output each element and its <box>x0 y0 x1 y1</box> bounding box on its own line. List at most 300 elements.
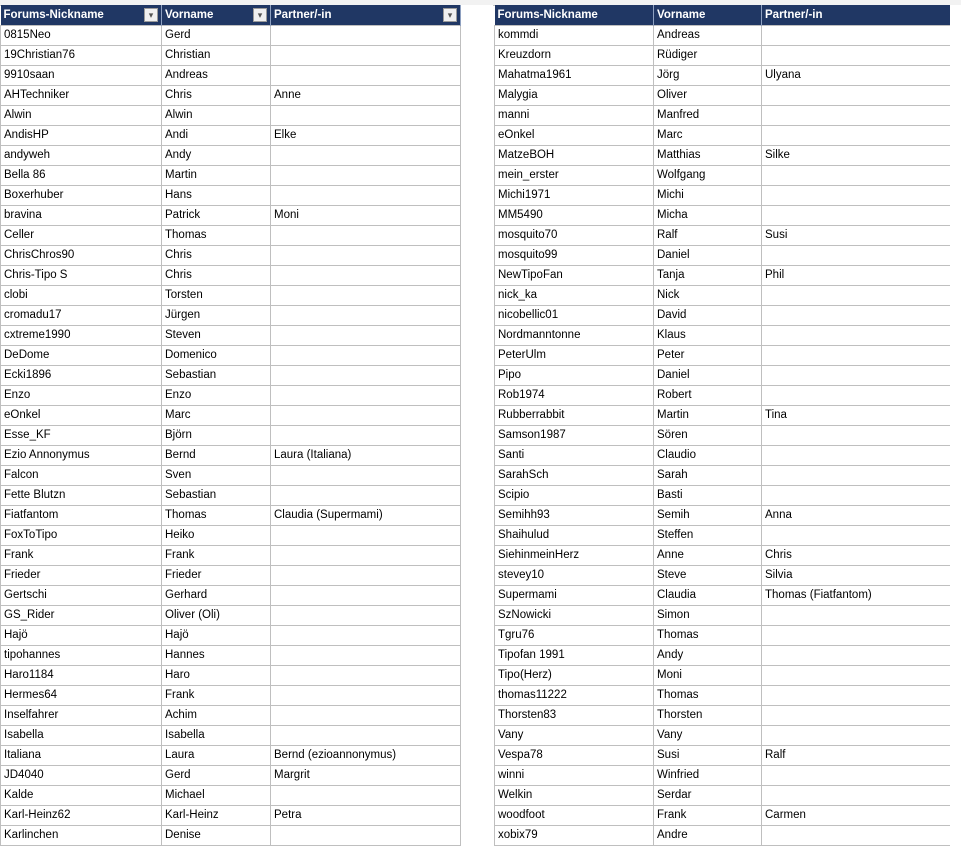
table-row <box>495 726 951 746</box>
firstname-cell[interactable]: Martin <box>654 406 762 426</box>
partner-cell[interactable] <box>762 306 951 326</box>
table-row <box>1 826 461 846</box>
header-partner[interactable] <box>762 5 951 26</box>
firstname-cell[interactable]: Thomas <box>654 686 762 706</box>
firstname-cell[interactable]: Gerd <box>162 26 271 46</box>
nickname-cell[interactable]: SzNowicki <box>495 606 654 626</box>
partner-cell[interactable]: Claudia (Supermami) <box>271 506 461 526</box>
header-nickname-label: Forums-Nickname <box>3 9 104 21</box>
nickname-cell[interactable]: Semihh93 <box>495 506 654 526</box>
partner-cell[interactable] <box>762 706 951 726</box>
partner-cell[interactable] <box>271 326 461 346</box>
partner-cell[interactable]: Silvia <box>762 566 951 586</box>
firstname-cell[interactable]: Gerd <box>162 766 271 786</box>
nickname-cell[interactable]: Kalde <box>1 786 162 806</box>
table-row <box>495 46 951 66</box>
nickname-cell[interactable]: mosquito99 <box>495 246 654 266</box>
nickname-cell[interactable]: Ezio Annonymus <box>1 446 162 466</box>
table-row <box>495 466 951 486</box>
table-row <box>495 306 951 326</box>
partner-cell[interactable] <box>762 466 951 486</box>
partner-cell[interactable] <box>271 526 461 546</box>
table-row <box>1 326 461 346</box>
partner-cell[interactable]: Ralf <box>762 746 951 766</box>
partner-cell[interactable] <box>762 206 951 226</box>
firstname-cell[interactable]: Klaus <box>654 326 762 346</box>
firstname-cell[interactable]: Andi <box>162 126 271 146</box>
partner-cell[interactable]: Ulyana <box>762 66 951 86</box>
firstname-cell[interactable]: Daniel <box>654 246 762 266</box>
partner-cell[interactable] <box>271 646 461 666</box>
nickname-cell[interactable]: Vany <box>495 726 654 746</box>
partner-cell[interactable] <box>762 246 951 266</box>
partner-cell[interactable]: Silke <box>762 146 951 166</box>
partner-cell[interactable] <box>762 686 951 706</box>
nickname-cell[interactable]: Frank <box>1 546 162 566</box>
nickname-cell[interactable]: eOnkel <box>495 126 654 146</box>
nickname-cell[interactable]: nicobellic01 <box>495 306 654 326</box>
partner-cell[interactable] <box>271 66 461 86</box>
nickname-cell[interactable]: Celler <box>1 226 162 246</box>
table-row <box>495 26 951 46</box>
nickname-cell[interactable]: Tgru76 <box>495 626 654 646</box>
firstname-cell[interactable]: Karl-Heinz <box>162 806 271 826</box>
table-row <box>495 286 951 306</box>
table-row <box>1 206 461 226</box>
partner-cell[interactable] <box>762 26 951 46</box>
firstname-cell[interactable]: Chris <box>162 246 271 266</box>
partner-cell[interactable] <box>762 46 951 66</box>
table-row <box>495 206 951 226</box>
partner-cell[interactable] <box>271 686 461 706</box>
partner-cell[interactable] <box>762 446 951 466</box>
partner-cell[interactable] <box>762 126 951 146</box>
nickname-cell[interactable]: Boxerhuber <box>1 186 162 206</box>
firstname-cell[interactable]: Chris <box>162 266 271 286</box>
nickname-cell[interactable]: Inselfahrer <box>1 706 162 726</box>
firstname-cell[interactable]: Thomas <box>654 626 762 646</box>
firstname-cell[interactable]: Daniel <box>654 366 762 386</box>
firstname-cell[interactable]: Björn <box>162 426 271 446</box>
table-row <box>495 106 951 126</box>
header-nickname-label: Forums-Nickname <box>497 9 598 21</box>
partner-cell[interactable] <box>762 326 951 346</box>
partner-cell[interactable] <box>271 486 461 506</box>
firstname-cell[interactable]: Andreas <box>654 26 762 46</box>
partner-cell[interactable]: Petra <box>271 806 461 826</box>
firstname-cell[interactable]: Haro <box>162 666 271 686</box>
firstname-cell[interactable]: Peter <box>654 346 762 366</box>
partner-cell[interactable] <box>271 606 461 626</box>
nickname-cell[interactable]: Gertschi <box>1 586 162 606</box>
firstname-cell[interactable]: Micha <box>654 206 762 226</box>
partner-cell[interactable]: Bernd (ezioannonymus) <box>271 746 461 766</box>
table-row <box>1 486 461 506</box>
firstname-cell[interactable]: Basti <box>654 486 762 506</box>
firstname-cell[interactable]: Enzo <box>162 386 271 406</box>
firstname-cell[interactable]: Hajö <box>162 626 271 646</box>
nickname-cell[interactable]: cxtreme1990 <box>1 326 162 346</box>
partner-cell[interactable] <box>271 26 461 46</box>
partner-cell[interactable] <box>271 246 461 266</box>
nickname-cell[interactable]: Scipio <box>495 486 654 506</box>
table-row <box>1 806 461 826</box>
nickname-cell[interactable]: AndisHP <box>1 126 162 146</box>
nickname-cell[interactable]: clobi <box>1 286 162 306</box>
partner-cell[interactable] <box>762 646 951 666</box>
firstname-cell[interactable]: Christian <box>162 46 271 66</box>
firstname-cell[interactable]: Gerhard <box>162 586 271 606</box>
partner-cell[interactable] <box>271 626 461 646</box>
header-row-left <box>1 5 461 26</box>
firstname-cell[interactable]: Frank <box>654 806 762 826</box>
partner-cell[interactable] <box>271 106 461 126</box>
nickname-cell[interactable]: Welkin <box>495 786 654 806</box>
nickname-cell[interactable]: PeterUlm <box>495 346 654 366</box>
nickname-cell[interactable]: Fiatfantom <box>1 506 162 526</box>
nickname-cell[interactable]: Isabella <box>1 726 162 746</box>
firstname-cell[interactable]: Claudia <box>654 586 762 606</box>
nickname-cell[interactable]: Fette Blutzn <box>1 486 162 506</box>
firstname-cell[interactable]: Chris <box>162 86 271 106</box>
partner-cell[interactable] <box>271 46 461 66</box>
firstname-cell[interactable]: Andreas <box>162 66 271 86</box>
firstname-cell[interactable]: Achim <box>162 706 271 726</box>
partner-cell[interactable] <box>271 826 461 846</box>
nickname-cell[interactable]: Thorsten83 <box>495 706 654 726</box>
firstname-cell[interactable]: Tanja <box>654 266 762 286</box>
firstname-cell[interactable]: Anne <box>654 546 762 566</box>
nickname-cell[interactable]: nick_ka <box>495 286 654 306</box>
firstname-cell[interactable]: Semih <box>654 506 762 526</box>
partner-cell[interactable]: Carmen <box>762 806 951 826</box>
header-firstname[interactable] <box>162 5 271 26</box>
partner-cell[interactable] <box>762 766 951 786</box>
partner-cell[interactable] <box>271 426 461 446</box>
table-row <box>495 586 951 606</box>
firstname-cell[interactable]: Winfried <box>654 766 762 786</box>
firstname-cell[interactable]: Torsten <box>162 286 271 306</box>
table-row <box>1 26 461 46</box>
nickname-cell[interactable]: 19Christian76 <box>1 46 162 66</box>
table-row <box>1 586 461 606</box>
partner-cell[interactable] <box>271 146 461 166</box>
firstname-cell[interactable]: Simon <box>654 606 762 626</box>
firstname-cell[interactable]: Susi <box>654 746 762 766</box>
nickname-cell[interactable]: 9910saan <box>1 66 162 86</box>
partner-cell[interactable] <box>762 786 951 806</box>
partner-cell[interactable] <box>271 166 461 186</box>
column-gap <box>461 5 493 845</box>
table-row <box>495 666 951 686</box>
nickname-cell[interactable]: winni <box>495 766 654 786</box>
firstname-cell[interactable]: Sebastian <box>162 366 271 386</box>
nickname-cell[interactable]: Kreuzdorn <box>495 46 654 66</box>
filter-sort-icon[interactable]: ▾ <box>144 8 158 22</box>
firstname-cell[interactable]: Sarah <box>654 466 762 486</box>
firstname-cell[interactable]: Andy <box>654 646 762 666</box>
nickname-cell[interactable]: Samson1987 <box>495 426 654 446</box>
partner-cell[interactable]: Phil <box>762 266 951 286</box>
partner-cell[interactable] <box>762 606 951 626</box>
nickname-cell[interactable]: FoxToTipo <box>1 526 162 546</box>
partner-cell[interactable] <box>271 786 461 806</box>
partner-cell[interactable] <box>762 666 951 686</box>
table-row <box>495 266 951 286</box>
partner-cell[interactable] <box>271 666 461 686</box>
firstname-cell[interactable]: Nick <box>654 286 762 306</box>
firstname-cell[interactable]: Claudio <box>654 446 762 466</box>
firstname-cell[interactable]: Serdar <box>654 786 762 806</box>
nickname-cell[interactable]: Vespa78 <box>495 746 654 766</box>
partner-cell[interactable] <box>762 86 951 106</box>
table-row <box>495 446 951 466</box>
table-row <box>1 306 461 326</box>
table-row <box>495 646 951 666</box>
header-nickname[interactable] <box>495 5 654 26</box>
firstname-cell[interactable]: Jürgen <box>162 306 271 326</box>
firstname-cell[interactable]: Alwin <box>162 106 271 126</box>
nickname-cell[interactable]: Mahatma1961 <box>495 66 654 86</box>
nickname-cell[interactable]: Rubberrabbit <box>495 406 654 426</box>
table-row <box>1 86 461 106</box>
nickname-cell[interactable]: Supermami <box>495 586 654 606</box>
partner-cell[interactable] <box>271 406 461 426</box>
nickname-cell[interactable]: MatzeBOH <box>495 146 654 166</box>
table-row <box>1 346 461 366</box>
partner-cell[interactable] <box>271 466 461 486</box>
table-body-right <box>495 26 951 846</box>
nickname-cell[interactable]: manni <box>495 106 654 126</box>
firstname-cell[interactable]: Andy <box>162 146 271 166</box>
partner-cell[interactable] <box>271 286 461 306</box>
firstname-cell[interactable]: Frank <box>162 546 271 566</box>
firstname-cell[interactable]: David <box>654 306 762 326</box>
partner-cell[interactable]: Anna <box>762 506 951 526</box>
nickname-cell[interactable]: ChrisChros90 <box>1 246 162 266</box>
nickname-cell[interactable]: SiehinmeinHerz <box>495 546 654 566</box>
header-firstname[interactable] <box>654 5 762 26</box>
partner-cell[interactable] <box>271 546 461 566</box>
partner-cell[interactable]: Thomas (Fiatfantom) <box>762 586 951 606</box>
firstname-cell[interactable]: Oliver <box>654 86 762 106</box>
nickname-cell[interactable]: bravina <box>1 206 162 226</box>
firstname-cell[interactable]: Hans <box>162 186 271 206</box>
partner-cell[interactable] <box>271 226 461 246</box>
partner-cell[interactable] <box>762 486 951 506</box>
partner-cell[interactable] <box>271 266 461 286</box>
table-row <box>1 246 461 266</box>
nickname-cell[interactable]: 0815Neo <box>1 26 162 46</box>
nickname-cell[interactable]: stevey10 <box>495 566 654 586</box>
partner-cell[interactable] <box>271 706 461 726</box>
firstname-cell[interactable]: Rüdiger <box>654 46 762 66</box>
table-row <box>1 726 461 746</box>
firstname-cell[interactable]: Sven <box>162 466 271 486</box>
nickname-cell[interactable]: Shaihulud <box>495 526 654 546</box>
partner-cell[interactable] <box>762 366 951 386</box>
partner-cell[interactable] <box>271 586 461 606</box>
firstname-cell[interactable]: Patrick <box>162 206 271 226</box>
firstname-cell[interactable]: Andre <box>654 826 762 846</box>
nickname-cell[interactable]: Bella 86 <box>1 166 162 186</box>
table-row <box>495 366 951 386</box>
partner-cell[interactable] <box>762 346 951 366</box>
table-row <box>1 466 461 486</box>
partner-cell[interactable] <box>762 826 951 846</box>
table-row <box>1 126 461 146</box>
partner-cell[interactable]: Tina <box>762 406 951 426</box>
nickname-cell[interactable]: Tipofan 1991 <box>495 646 654 666</box>
nickname-cell[interactable]: JD4040 <box>1 766 162 786</box>
nickname-cell[interactable]: Hajö <box>1 626 162 646</box>
header-nickname[interactable] <box>1 5 162 26</box>
firstname-cell[interactable]: Oliver (Oli) <box>162 606 271 626</box>
nickname-cell[interactable]: xobix79 <box>495 826 654 846</box>
nickname-cell[interactable]: Italiana <box>1 746 162 766</box>
firstname-cell[interactable]: Marc <box>162 406 271 426</box>
firstname-cell[interactable]: Bernd <box>162 446 271 466</box>
partner-cell[interactable]: Margrit <box>271 766 461 786</box>
nickname-cell[interactable]: andyweh <box>1 146 162 166</box>
firstname-cell[interactable]: Denise <box>162 826 271 846</box>
table-row <box>1 66 461 86</box>
filter-dropdown-icon[interactable]: ▾ <box>253 8 267 22</box>
partner-cell[interactable] <box>271 346 461 366</box>
firstname-cell[interactable]: Sören <box>654 426 762 446</box>
firstname-cell[interactable]: Laura <box>162 746 271 766</box>
firstname-cell[interactable]: Hannes <box>162 646 271 666</box>
table-row <box>495 226 951 246</box>
partner-cell[interactable] <box>271 366 461 386</box>
nickname-cell[interactable]: Karlinchen <box>1 826 162 846</box>
firstname-cell[interactable]: Steffen <box>654 526 762 546</box>
nickname-cell[interactable]: Falcon <box>1 466 162 486</box>
nickname-cell[interactable]: Malygia <box>495 86 654 106</box>
partner-cell[interactable] <box>271 726 461 746</box>
firstname-cell[interactable]: Martin <box>162 166 271 186</box>
partner-cell[interactable] <box>762 626 951 646</box>
partner-cell[interactable]: Chris <box>762 546 951 566</box>
firstname-cell[interactable]: Steve <box>654 566 762 586</box>
partner-cell[interactable]: Susi <box>762 226 951 246</box>
table-row <box>495 806 951 826</box>
nickname-cell[interactable]: Rob1974 <box>495 386 654 406</box>
nickname-cell[interactable]: Ecki1896 <box>1 366 162 386</box>
partner-cell[interactable] <box>762 526 951 546</box>
partner-cell[interactable] <box>762 106 951 126</box>
firstname-cell[interactable]: Steven <box>162 326 271 346</box>
partner-cell[interactable] <box>762 726 951 746</box>
nickname-cell[interactable]: NewTipoFan <box>495 266 654 286</box>
nickname-cell[interactable]: Chris-Tipo S <box>1 266 162 286</box>
partner-cell[interactable] <box>762 386 951 406</box>
header-partner[interactable] <box>271 5 461 26</box>
nickname-cell[interactable]: tipohannes <box>1 646 162 666</box>
partner-cell[interactable] <box>762 426 951 446</box>
firstname-cell[interactable]: Isabella <box>162 726 271 746</box>
firstname-cell[interactable]: Marc <box>654 126 762 146</box>
firstname-cell[interactable]: Robert <box>654 386 762 406</box>
firstname-cell[interactable]: Ralf <box>654 226 762 246</box>
firstname-cell[interactable]: Manfred <box>654 106 762 126</box>
table-row <box>495 566 951 586</box>
firstname-cell[interactable]: Thorsten <box>654 706 762 726</box>
firstname-cell[interactable]: Jörg <box>654 66 762 86</box>
table-row <box>1 146 461 166</box>
nickname-cell[interactable]: AHTechniker <box>1 86 162 106</box>
partner-cell[interactable] <box>762 166 951 186</box>
partner-cell[interactable]: Elke <box>271 126 461 146</box>
firstname-cell[interactable]: Frieder <box>162 566 271 586</box>
firstname-cell[interactable]: Domenico <box>162 346 271 366</box>
partner-cell[interactable] <box>271 386 461 406</box>
nickname-cell[interactable]: mosquito70 <box>495 226 654 246</box>
nickname-cell[interactable]: cromadu17 <box>1 306 162 326</box>
partner-cell[interactable] <box>271 566 461 586</box>
nickname-cell[interactable]: DeDome <box>1 346 162 366</box>
nickname-cell[interactable]: Santi <box>495 446 654 466</box>
firstname-cell[interactable]: Heiko <box>162 526 271 546</box>
nickname-cell[interactable]: Frieder <box>1 566 162 586</box>
table-row <box>495 506 951 526</box>
partner-cell[interactable] <box>271 186 461 206</box>
table-row <box>1 446 461 466</box>
nickname-cell[interactable]: Enzo <box>1 386 162 406</box>
nickname-cell[interactable]: Alwin <box>1 106 162 126</box>
nickname-cell[interactable]: SarahSch <box>495 466 654 486</box>
partner-cell[interactable]: Anne <box>271 86 461 106</box>
filter-dropdown-icon[interactable]: ▾ <box>443 8 457 22</box>
nickname-cell[interactable]: GS_Rider <box>1 606 162 626</box>
nickname-cell[interactable]: woodfoot <box>495 806 654 826</box>
partner-cell[interactable]: Laura (Italiana) <box>271 446 461 466</box>
table-row <box>1 546 461 566</box>
table-row <box>1 646 461 666</box>
nickname-cell[interactable]: eOnkel <box>1 406 162 426</box>
firstname-cell[interactable]: Thomas <box>162 506 271 526</box>
nickname-cell[interactable]: Esse_KF <box>1 426 162 446</box>
firstname-cell[interactable]: Michael <box>162 786 271 806</box>
firstname-cell[interactable]: Sebastian <box>162 486 271 506</box>
nickname-cell[interactable]: Haro1184 <box>1 666 162 686</box>
nickname-cell[interactable]: Tipo(Herz) <box>495 666 654 686</box>
nickname-cell[interactable]: Pipo <box>495 366 654 386</box>
firstname-cell[interactable]: Moni <box>654 666 762 686</box>
table-row <box>1 106 461 126</box>
firstname-cell[interactable]: Matthias <box>654 146 762 166</box>
nickname-cell[interactable]: Nordmanntonne <box>495 326 654 346</box>
firstname-cell[interactable]: Frank <box>162 686 271 706</box>
partner-cell[interactable] <box>271 306 461 326</box>
firstname-cell[interactable]: Michi <box>654 186 762 206</box>
nickname-cell[interactable]: Karl-Heinz62 <box>1 806 162 826</box>
nickname-cell[interactable]: MM5490 <box>495 206 654 226</box>
firstname-cell[interactable]: Wolfgang <box>654 166 762 186</box>
firstname-cell[interactable]: Vany <box>654 726 762 746</box>
partner-cell[interactable] <box>762 286 951 306</box>
partner-cell[interactable]: Moni <box>271 206 461 226</box>
nickname-cell[interactable]: Michi1971 <box>495 186 654 206</box>
firstname-cell[interactable]: Thomas <box>162 226 271 246</box>
table-row <box>495 606 951 626</box>
table-row <box>495 406 951 426</box>
nickname-cell[interactable]: thomas11222 <box>495 686 654 706</box>
nickname-cell[interactable]: Hermes64 <box>1 686 162 706</box>
nickname-cell[interactable]: mein_erster <box>495 166 654 186</box>
partner-cell[interactable] <box>762 186 951 206</box>
nickname-cell[interactable]: kommdi <box>495 26 654 46</box>
